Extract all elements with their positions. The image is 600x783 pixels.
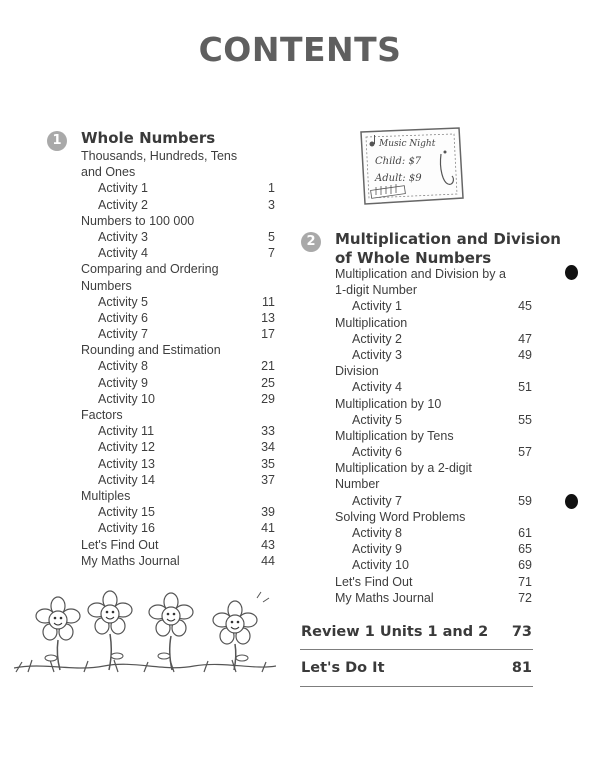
entry-page-number: 25 xyxy=(261,375,275,390)
entry-label: Division xyxy=(335,364,379,379)
activity-entry[interactable] xyxy=(335,541,532,557)
entry-page-number: 69 xyxy=(518,558,532,573)
dancing-flowers-illustration xyxy=(14,588,276,674)
binder-hole-top xyxy=(565,265,578,280)
entry-label: Solving Word Problems xyxy=(335,509,466,524)
entry-page-number: 43 xyxy=(261,537,275,552)
music-night-ticket-illustration xyxy=(355,124,469,210)
flower-2 xyxy=(88,591,132,670)
entry-label: Rounding and Estimation xyxy=(81,343,221,358)
section-entry[interactable] xyxy=(335,266,532,282)
unit-2-title-line-2: of Whole Numbers xyxy=(335,249,492,267)
activity-entry[interactable] xyxy=(81,310,275,326)
entry-label: Activity 3 xyxy=(98,229,149,244)
entry-label: Activity 5 xyxy=(98,294,149,309)
section-entry[interactable] xyxy=(335,460,532,476)
entry-page-number: 17 xyxy=(261,327,275,342)
entry-label: Activity 15 xyxy=(98,505,155,520)
entry-label: Number xyxy=(335,477,380,492)
entry-label: Activity 8 xyxy=(352,526,403,540)
activity-entry[interactable] xyxy=(81,294,275,310)
activity-entry[interactable] xyxy=(81,229,275,245)
activity-entry[interactable] xyxy=(81,391,275,407)
section-entry[interactable] xyxy=(335,396,532,412)
entry-page-number: 39 xyxy=(261,505,275,520)
activity-entry[interactable] xyxy=(81,472,275,488)
entry-page-number: 21 xyxy=(261,359,275,374)
section-entry[interactable] xyxy=(335,574,532,590)
lets-do-it-entry[interactable] xyxy=(301,660,532,676)
unit-2-title[interactable] xyxy=(335,230,561,268)
entry-page-number: 41 xyxy=(261,521,275,536)
entry-label: Activity 3 xyxy=(352,347,403,362)
section-entry[interactable] xyxy=(335,428,532,444)
entry-page-number: 37 xyxy=(261,472,275,487)
entry-label: Activity 2 xyxy=(352,331,403,346)
unit-2-title-line-1: Multiplication and Division xyxy=(335,230,561,248)
entry-page-number: 65 xyxy=(518,542,532,557)
entry-label: Activity 4 xyxy=(352,380,403,395)
entry-page-number: 71 xyxy=(518,574,532,589)
section-entry[interactable] xyxy=(335,363,532,379)
section-entry[interactable] xyxy=(335,476,532,492)
page-title: CONTENTS xyxy=(198,30,402,69)
entry-label: Factors xyxy=(81,408,123,422)
section-entry[interactable] xyxy=(335,282,532,298)
entry-label: Numbers xyxy=(81,278,132,293)
entry-page-number: 34 xyxy=(261,440,275,455)
section-entry[interactable] xyxy=(81,213,275,229)
entry-label: Activity 4 xyxy=(98,246,149,261)
entry-page-number: 5 xyxy=(268,229,275,244)
entry-page-number: 44 xyxy=(261,553,275,568)
entry-label: Activity 16 xyxy=(98,521,155,536)
activity-entry[interactable] xyxy=(335,347,532,363)
entry-label: and Ones xyxy=(81,165,136,180)
entry-label: Activity 7 xyxy=(98,327,149,342)
entry-label: Multiplication by Tens xyxy=(335,428,454,443)
section-entry[interactable] xyxy=(81,537,275,553)
entry-page-number: 33 xyxy=(261,424,275,439)
entry-page-number: 3 xyxy=(268,197,275,212)
entry-label: My Maths Journal xyxy=(81,553,180,568)
activity-entry[interactable] xyxy=(81,197,275,213)
entry-page-number: 13 xyxy=(261,310,275,325)
activity-entry[interactable] xyxy=(81,375,275,391)
unit-2-contents-list xyxy=(335,266,532,606)
entry-page-number: 1 xyxy=(268,181,275,196)
activity-entry[interactable] xyxy=(335,412,532,428)
entry-page-number: 45 xyxy=(518,299,532,314)
unit-1-title[interactable]: Whole Numbers xyxy=(81,129,216,147)
entry-label: Activity 1 xyxy=(352,299,403,314)
section-entry[interactable] xyxy=(81,342,275,358)
section-entry[interactable] xyxy=(81,407,275,423)
section-entry[interactable] xyxy=(335,315,532,331)
entry-page-number: 49 xyxy=(518,347,532,362)
entry-label: 1-digit Number xyxy=(335,283,417,298)
activity-entry[interactable] xyxy=(81,180,275,196)
entry-label: My Maths Journal xyxy=(335,590,434,605)
entry-label: Activity 11 xyxy=(98,424,155,439)
ticket-child-price: Child: $7 xyxy=(375,156,422,167)
section-entry[interactable] xyxy=(81,488,275,504)
activity-entry[interactable] xyxy=(81,504,275,520)
entry-label: Activity 7 xyxy=(352,493,403,508)
entry-label: Multiples xyxy=(81,488,131,503)
entry-label: Let's Find Out xyxy=(335,574,413,589)
activity-entry[interactable] xyxy=(81,520,275,536)
entry-label: Activity 8 xyxy=(98,359,149,374)
entry-label: Activity 12 xyxy=(98,440,155,455)
section-entry[interactable] xyxy=(81,278,275,294)
section-entry[interactable] xyxy=(335,590,532,606)
ticket-title: Music Night xyxy=(379,139,436,149)
section-entry[interactable] xyxy=(81,553,275,569)
entry-label: Activity 2 xyxy=(98,197,149,212)
entry-label: Numbers to 100 000 xyxy=(81,213,195,228)
entry-label: Activity 14 xyxy=(98,472,155,487)
activity-entry[interactable] xyxy=(81,456,275,472)
entry-page-number: 11 xyxy=(262,294,275,309)
activity-entry[interactable] xyxy=(335,331,532,347)
entry-page-number: 61 xyxy=(518,526,532,540)
lets-do-it-label: Let's Do It xyxy=(301,660,385,676)
entry-page-number: 29 xyxy=(261,391,275,406)
entry-label: Activity 10 xyxy=(98,391,155,406)
section-entry[interactable] xyxy=(81,164,275,180)
lets-do-it-page: 81 xyxy=(511,660,532,676)
entry-label: Thousands, Hundreds, Tens xyxy=(81,149,238,163)
entry-label: Multiplication and Division by a xyxy=(335,267,506,281)
section-entry[interactable] xyxy=(81,261,275,277)
entry-label: Activity 6 xyxy=(352,445,403,460)
entry-label: Comparing and Ordering xyxy=(81,262,219,277)
flower-3 xyxy=(149,593,193,670)
entry-label: Activity 5 xyxy=(352,412,403,427)
activity-entry[interactable] xyxy=(335,444,532,460)
activity-entry[interactable] xyxy=(335,525,532,541)
entry-page-number: 72 xyxy=(518,590,532,605)
entry-label: Activity 9 xyxy=(352,542,403,557)
unit-2-badge: 2 xyxy=(301,232,321,252)
activity-entry[interactable] xyxy=(335,493,532,509)
review-page: 73 xyxy=(511,624,532,640)
entry-page-number: 35 xyxy=(261,456,275,471)
entry-page-number: 7 xyxy=(268,246,275,261)
activity-entry[interactable] xyxy=(81,326,275,342)
activity-entry[interactable] xyxy=(81,439,275,455)
entry-label: Multiplication xyxy=(335,315,408,330)
unit-1-contents-list xyxy=(81,148,275,569)
entry-label: Activity 13 xyxy=(98,456,155,471)
review-label: Review 1 Units 1 and 2 xyxy=(301,624,489,640)
activity-entry[interactable] xyxy=(335,557,532,573)
entry-label: Activity 6 xyxy=(98,310,149,325)
entry-page-number: 59 xyxy=(518,493,532,508)
activity-entry[interactable] xyxy=(81,358,275,374)
binder-hole-bottom xyxy=(565,494,578,509)
flower-1 xyxy=(36,597,80,670)
flower-4 xyxy=(213,592,269,670)
activity-entry[interactable] xyxy=(335,298,532,314)
entry-label: Multiplication by a 2-digit xyxy=(335,461,472,476)
section-entry[interactable] xyxy=(81,148,275,164)
entry-page-number: 47 xyxy=(518,331,532,346)
entry-label: Activity 10 xyxy=(352,558,409,573)
entry-label: Let's Find Out xyxy=(81,537,159,552)
entry-page-number: 51 xyxy=(518,380,532,395)
ticket-adult-price: Adult: $9 xyxy=(375,173,422,184)
entry-label: Multiplication by 10 xyxy=(335,396,442,411)
activity-entry[interactable] xyxy=(335,379,532,395)
activity-entry[interactable] xyxy=(81,423,275,439)
unit-1-badge: 1 xyxy=(47,131,67,151)
section-divider-2 xyxy=(300,686,533,687)
activity-entry[interactable] xyxy=(81,245,275,261)
review-entry[interactable] xyxy=(301,624,532,640)
entry-page-number: 55 xyxy=(518,412,532,427)
entry-page-number: 57 xyxy=(518,445,532,460)
section-divider-1 xyxy=(300,649,533,650)
entry-label: Activity 1 xyxy=(98,181,149,196)
entry-label: Activity 9 xyxy=(98,375,149,390)
section-entry[interactable] xyxy=(335,509,532,525)
